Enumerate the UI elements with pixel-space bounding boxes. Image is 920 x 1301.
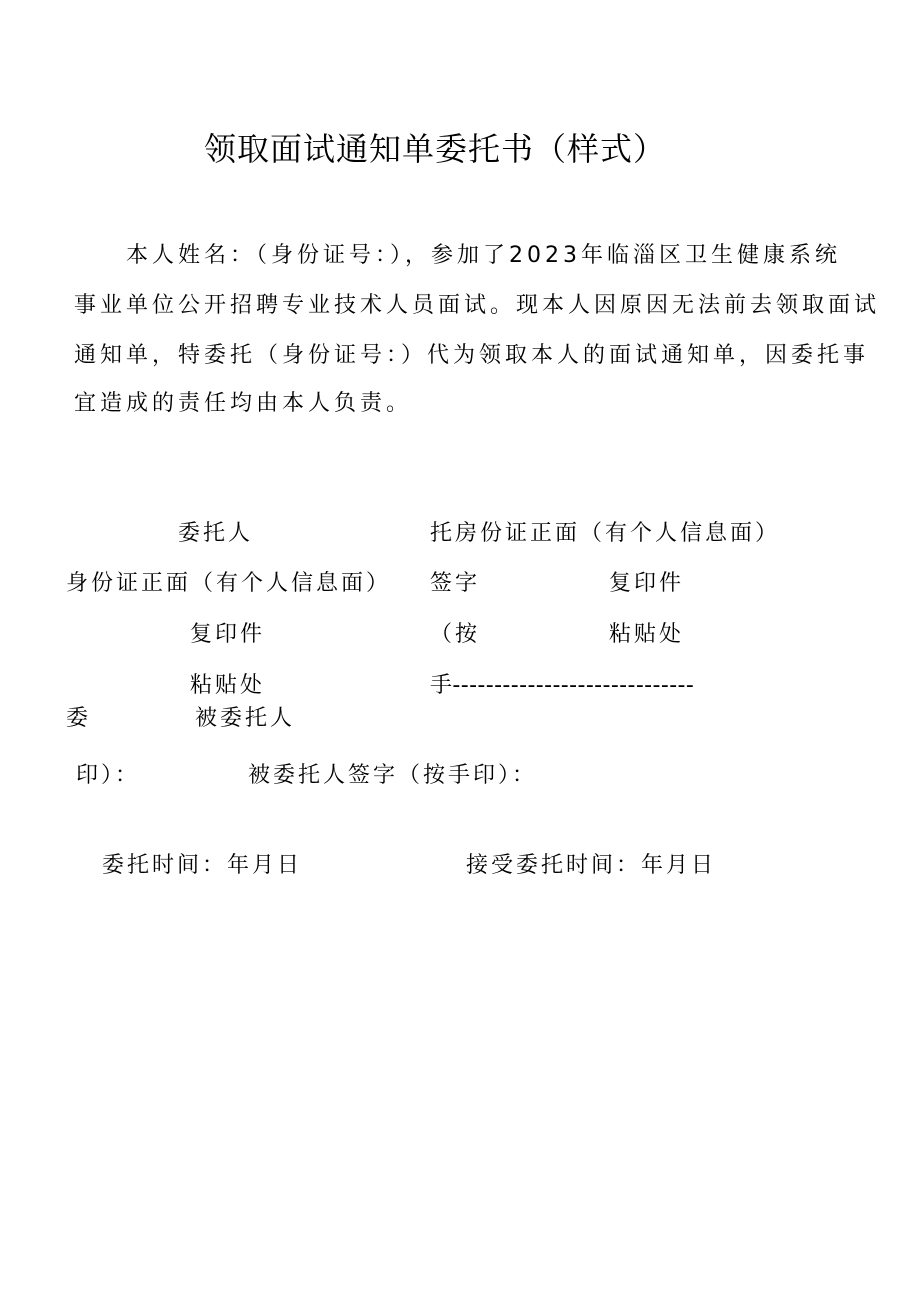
paragraph-line-3: 通知单，特委托（身份证号：）代为领取本人的面试通知单，因委托事	[74, 343, 870, 368]
paragraph-line-1: 本人姓名：（身份证号：），参加了2023年临淄区卫生健康系统	[74, 243, 841, 268]
trustee-paste-label: 粘贴处	[609, 622, 685, 647]
sign-label: 签字	[430, 571, 481, 596]
entrust-time-label: 委托时间：年月日	[102, 853, 303, 878]
trustee-sign-label: 被委托人签字（按手印）：	[248, 763, 538, 788]
paragraph-line-2: 事业单位公开招聘专业技术人员面试。现本人因原因无法前去领取面试	[74, 293, 881, 318]
hand-dashed-line: 手-----------------------------	[430, 673, 695, 698]
entrustor-label: 委托人	[178, 521, 254, 546]
entrustor-id-front-label: 身份证正面（有个人信息面）	[66, 571, 392, 596]
paragraph-line-4: 宜造成的责任均由本人负责。	[74, 391, 413, 416]
wei-label: 委	[66, 706, 92, 731]
trustee-label: 被委托人	[195, 706, 296, 731]
entrustor-paste-label: 粘贴处	[190, 673, 266, 698]
yin-label: 印）：	[76, 763, 141, 788]
trustee-id-front-label: 托房份证正面（有个人信息面）	[430, 521, 781, 546]
press-label: （按	[430, 622, 481, 647]
trustee-copy-label: 复印件	[609, 571, 685, 596]
accept-time-label: 接受委托时间：年月日	[466, 853, 717, 878]
document-title: 领取面试通知单委托书（样式）	[204, 130, 667, 168]
entrustor-copy-label: 复印件	[190, 622, 266, 647]
